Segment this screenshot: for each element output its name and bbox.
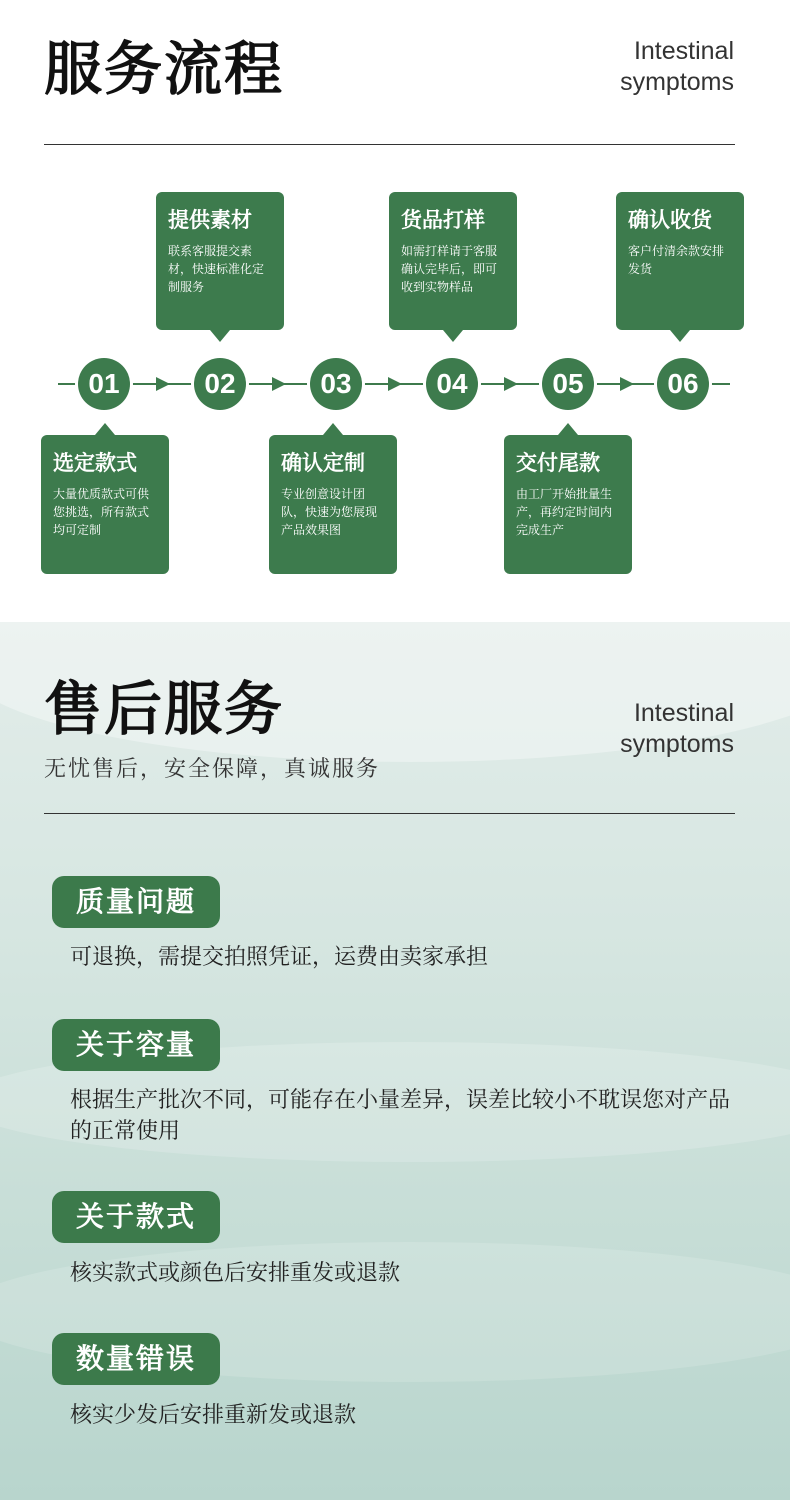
desc-quantity-error: 核实少发后安排重新发或退款 [70, 1403, 357, 1428]
divider [44, 144, 735, 145]
step-card-06 [616, 192, 744, 330]
step-card-03 [269, 435, 397, 574]
after-sales-title: 售后服务 [44, 675, 285, 743]
step-title: 货品打样 [401, 208, 485, 232]
label-quantity-error: 数量错误 [52, 1333, 220, 1385]
process-en-caption [620, 36, 734, 98]
divider [44, 813, 735, 814]
step-desc: 大量优质款式可供您挑选，所有款式均可定制 [53, 487, 150, 537]
step-title: 提供素材 [168, 208, 252, 232]
step-title: 确认收货 [628, 208, 712, 232]
step-number-02: 02 [194, 358, 246, 410]
step-desc: 客户付清余款安排发货 [628, 244, 725, 276]
arrow-right-icon [504, 377, 518, 391]
step-number-05: 05 [542, 358, 594, 410]
step-title: 确认定制 [281, 451, 365, 475]
process-title: 服务流程 [44, 35, 285, 103]
arrow-right-icon [388, 377, 402, 391]
en-line-1: Intestinal [633, 37, 734, 65]
step-card-05 [504, 435, 632, 574]
step-desc: 如需打样请于客服确认完毕后，即可收到实物样品 [401, 244, 498, 294]
desc-capacity: 根据生产批次不同，可能存在小量差异，误差比较小不耽误您对产品的正常使用 [70, 1088, 731, 1144]
label-style: 关于款式 [52, 1191, 220, 1243]
after-sales-en-caption [620, 698, 734, 760]
step-number-01: 01 [78, 358, 130, 410]
en-line-2: symptoms [620, 68, 734, 96]
step-number-04: 04 [426, 358, 478, 410]
process-section [0, 0, 790, 622]
step-card-01 [41, 435, 169, 574]
step-card-04 [389, 192, 517, 330]
en-line-2: symptoms [620, 730, 734, 758]
step-number-06: 06 [657, 358, 709, 410]
label-capacity: 关于容量 [52, 1019, 220, 1071]
en-line-1: Intestinal [633, 699, 734, 727]
step-desc: 专业创意设计团队，快速为您展现产品效果图 [281, 487, 378, 537]
arrow-right-icon [156, 377, 170, 391]
step-desc: 由工厂开始批量生产，再约定时间内完成生产 [516, 487, 613, 537]
step-number-03: 03 [310, 358, 362, 410]
step-card-02 [156, 192, 284, 330]
after-sales-subtitle: 无忧售后，安全保障，真诚服务 [44, 757, 381, 782]
desc-quality-issue: 可退换，需提交拍照凭证，运费由卖家承担 [70, 945, 489, 970]
step-title: 选定款式 [53, 451, 137, 475]
after-sales-section [0, 622, 790, 1500]
label-quality-issue: 质量问题 [52, 876, 220, 928]
arrow-right-icon [620, 377, 634, 391]
step-title: 交付尾款 [516, 451, 600, 475]
arrow-right-icon [272, 377, 286, 391]
desc-style: 核实款式或颜色后安排重发或退款 [70, 1261, 401, 1286]
step-desc: 联系客服提交素材，快速标准化定制服务 [168, 244, 265, 294]
